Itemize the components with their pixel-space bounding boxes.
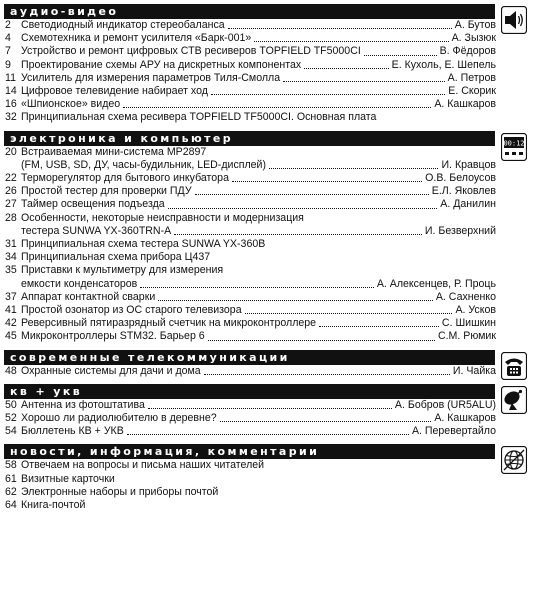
entry-body: [21, 146, 496, 172]
entry-line: [21, 185, 496, 198]
page-number: 64: [5, 499, 17, 512]
entry-body: [21, 185, 496, 198]
entry-line: [21, 59, 496, 72]
page-number: 31: [5, 238, 17, 251]
page-number: 14: [5, 85, 17, 98]
page-number: 28: [5, 211, 17, 224]
toc-entry: [4, 499, 496, 512]
entry-body: [21, 98, 496, 111]
dot-leader: [220, 421, 432, 422]
page-number: 20: [5, 145, 17, 158]
toc-entry: [4, 198, 496, 211]
section-title: новости, информация, комментарии: [10, 445, 320, 459]
entry-line: [21, 19, 496, 32]
page-number: 50: [5, 398, 17, 411]
dot-leader: [269, 168, 438, 169]
dot-leader: [174, 234, 422, 235]
clock-readout: 00:12: [503, 139, 525, 148]
entry-line: [21, 32, 496, 45]
page-number: 32: [5, 111, 17, 124]
entry-body: [21, 365, 496, 378]
toc-entry: [4, 486, 496, 499]
toc-entry: [4, 85, 496, 98]
toc-entry: [4, 304, 496, 317]
page-number: 48: [5, 364, 17, 377]
dot-leader: [195, 194, 429, 195]
article-title: Визитные карточки: [21, 472, 115, 485]
entry-line: [21, 425, 496, 438]
section-news: [4, 444, 529, 512]
entry-body: [21, 19, 496, 32]
article-author: А. Кашкаров: [434, 98, 496, 111]
article-title: Аппарат контактной сварки: [21, 290, 156, 303]
dot-leader: [208, 340, 435, 341]
dot-leader: [232, 181, 422, 182]
section-title: аудио-видео: [10, 5, 119, 18]
entry-line: [21, 264, 496, 277]
entry-body: [21, 291, 496, 304]
entry-body: [21, 459, 496, 472]
entry-line: [21, 172, 496, 185]
entry-line: [21, 473, 496, 486]
section-title: кв + укв: [10, 384, 83, 398]
article-author: А. Алексенцев, Р. Проць: [376, 277, 496, 290]
toc-entry: [4, 111, 496, 124]
article-author: А. Кашкаров: [434, 412, 496, 425]
article-title: Схемотехника и ремонт усилителя «Барк-001»: [21, 32, 252, 45]
entry-body: [21, 59, 496, 72]
entry-body: [21, 473, 496, 486]
article-title: Принципиальная схема ресивера TOPFIELD TF5000CI. Основная плата: [21, 111, 377, 124]
entry-body: [21, 304, 496, 317]
toc-entry: [4, 412, 496, 425]
entry-body: [21, 264, 496, 290]
entry-body: [21, 111, 496, 124]
article-title: Микроконтроллеры STM32. Барьер 6: [21, 330, 205, 343]
section-header: [4, 384, 495, 399]
digital-clock-icon: [500, 133, 528, 161]
article-title: Светодиодный индикатор стереобаланса: [21, 19, 225, 31]
entry-line: [21, 225, 496, 238]
entry-line: [21, 146, 496, 159]
entry-body: [21, 317, 496, 330]
section-header: [4, 350, 495, 365]
article-author: А. Зызюк: [451, 32, 496, 45]
toc-entry: [4, 473, 496, 486]
article-title: Электронные наборы и приборы почтой: [21, 485, 219, 498]
article-title: Усилитель для измерения параметров Тиля-Смолла: [21, 71, 281, 84]
entry-line: [21, 278, 496, 291]
entry-line: [21, 85, 496, 98]
article-title: Встраиваемая мини-система MP2897: [21, 145, 207, 158]
article-author: А. Бутов: [454, 19, 496, 31]
entry-body: [21, 172, 496, 185]
entry-body: [21, 238, 496, 251]
page-number: 9: [5, 58, 11, 71]
entry-body: [21, 198, 496, 211]
page-number: 54: [5, 425, 17, 438]
page-number: 7: [5, 45, 11, 58]
dot-leader: [123, 107, 431, 108]
dot-leader: [254, 41, 448, 42]
entry-line: [21, 72, 496, 85]
toc-entry: [4, 238, 496, 251]
article-author: А. Бобров (UR5ALU): [394, 398, 496, 411]
toc-entry: [4, 291, 496, 304]
page-number: 2: [5, 19, 11, 31]
dot-leader: [168, 208, 438, 209]
entry-body: [21, 412, 496, 425]
article-title: Особенности, некоторые неисправности и модернизация: [21, 211, 304, 224]
article-author: О.В. Белоусов: [425, 172, 496, 185]
dot-leader: [211, 94, 445, 95]
toc-entry: [4, 72, 496, 85]
entry-line: [21, 45, 496, 58]
entry-line: [21, 98, 496, 111]
article-title: Терморегулятор для бытового инкубатора: [21, 172, 229, 185]
article-author: И. Чайка: [452, 364, 496, 377]
article-title: Хорошо ли радиолюбителю в деревне?: [21, 412, 217, 425]
article-title: Проектирование схемы АРУ на дискретных компонентах: [21, 58, 302, 71]
page-number: 52: [5, 412, 17, 425]
page-number: 62: [5, 485, 17, 498]
dot-leader: [127, 434, 409, 435]
article-title: Устройство и ремонт цифровых СТВ ресиверов TOPFIELD TF5000CI: [21, 45, 361, 58]
entry-line: [21, 159, 496, 172]
entry-line: [21, 330, 496, 343]
toc-entry: [4, 459, 496, 472]
toc-entry: [4, 59, 496, 72]
article-title: Реверсивный пятиразрядный счетчик на микроконтроллере: [21, 317, 317, 330]
entry-line: [21, 238, 496, 251]
telephone-icon: [500, 352, 528, 380]
section-header: [4, 444, 495, 459]
article-title: Охранные системы для дачи и дома: [21, 364, 201, 377]
globe-icon: [500, 446, 528, 474]
page-number: 61: [5, 472, 17, 485]
article-author: А. Петров: [447, 71, 496, 84]
toc-entry: [4, 317, 496, 330]
article-title: Бюллетень КВ + УКВ: [21, 425, 124, 438]
entry-line: [21, 304, 496, 317]
page-number: 22: [5, 172, 17, 185]
article-title: «Шпионское» видео: [21, 98, 121, 111]
toc-entry: [4, 251, 496, 264]
section-title: электроника и компьютер: [10, 131, 234, 145]
toc-entry: [4, 330, 496, 343]
article-title: Цифровое телевидение набирает ход: [21, 85, 208, 98]
entry-body: [21, 499, 496, 512]
article-author: С.М. Рюмик: [437, 330, 496, 343]
entry-body: [21, 425, 496, 438]
section-title: современные телекоммуникации: [10, 350, 290, 364]
page-number: 42: [5, 317, 17, 330]
dot-leader: [228, 28, 452, 29]
entry-line: [21, 459, 496, 472]
entry-line: [21, 317, 496, 330]
entry-line: [21, 412, 496, 425]
article-title: тестера SUNWA YX-360TRN-A: [21, 224, 172, 237]
table-of-contents: [0, 4, 535, 604]
dot-leader: [148, 408, 392, 409]
article-author: А. Усков: [455, 304, 496, 317]
toc-entry: [4, 19, 496, 32]
entry-line: [21, 251, 496, 264]
article-title: Приставки к мультиметру для измерения: [21, 264, 224, 277]
article-title: (FM, USB, SD, ДУ, часы-будильник, LED-дисплей): [21, 158, 266, 171]
article-author: А. Перевертайло: [411, 425, 496, 438]
section-header: [4, 131, 495, 146]
dot-leader: [283, 81, 444, 82]
page-number: 16: [5, 98, 17, 111]
article-title: Принципиальная схема прибора Ц437: [21, 251, 211, 264]
toc-entry: [4, 365, 496, 378]
toc-entry: [4, 32, 496, 45]
article-title: Простой тестер для проверки ПДУ: [21, 185, 192, 198]
dot-leader: [204, 374, 450, 375]
page-number: 27: [5, 198, 17, 211]
article-author: В. Фёдоров: [439, 45, 496, 58]
dot-leader: [140, 287, 374, 288]
toc-entry: [4, 185, 496, 198]
article-author: И. Безверхний: [424, 224, 496, 237]
toc-entry: [4, 146, 496, 172]
entry-body: [21, 330, 496, 343]
entry-line: [21, 499, 496, 512]
article-title: Отвечаем на вопросы и письма наших читателей: [21, 459, 265, 472]
dot-leader: [304, 68, 388, 69]
article-title: Таймер освещения подъезда: [21, 198, 165, 211]
entry-line: [21, 365, 496, 378]
article-author: А. Данилин: [440, 198, 496, 211]
toc-entry: [4, 425, 496, 438]
speaker-icon: [500, 6, 528, 34]
page-number: 37: [5, 290, 17, 303]
article-author: Е.Л. Яковлев: [431, 185, 496, 198]
toc-entry: [4, 264, 496, 290]
page-number: 45: [5, 330, 17, 343]
entry-line: [21, 212, 496, 225]
article-author: Е. Кухоль, Е. Шепель: [391, 58, 496, 71]
section-header: [4, 4, 495, 19]
section-hf-vhf: [4, 384, 529, 439]
page-number: 58: [5, 459, 17, 472]
entry-line: [21, 198, 496, 211]
dot-leader: [364, 55, 437, 56]
section-audio-video: [4, 4, 529, 125]
toc-entry: [4, 45, 496, 58]
dot-leader: [158, 300, 433, 301]
article-title: Принципиальная схема тестера SUNWA YX-360B: [21, 238, 266, 251]
dot-leader: [319, 326, 439, 327]
page-number: 4: [5, 32, 11, 45]
entry-body: [21, 85, 496, 98]
article-title: Антенна из фотоштатива: [21, 398, 145, 411]
page-number: 11: [5, 71, 16, 84]
toc-entry: [4, 98, 496, 111]
article-author: Е. Скорик: [448, 85, 496, 98]
page-number: 26: [5, 185, 17, 198]
article-title: емкости конденсаторов: [21, 277, 138, 290]
entry-body: [21, 399, 496, 412]
section-electronics-computer: [4, 131, 529, 344]
entry-body: [21, 212, 496, 238]
entry-body: [21, 251, 496, 264]
article-author: А. Сахненко: [435, 290, 496, 303]
entry-line: [21, 486, 496, 499]
entry-line: [21, 291, 496, 304]
article-author: И. Кравцов: [441, 158, 496, 171]
satellite-dish-icon: [500, 386, 528, 414]
article-title: Книга-почтой: [21, 499, 86, 512]
section-telecom: [4, 350, 529, 378]
entry-body: [21, 72, 496, 85]
entry-line: [21, 399, 496, 412]
toc-entry: [4, 399, 496, 412]
toc-entry: [4, 172, 496, 185]
entry-body: [21, 32, 496, 45]
page-number: 41: [5, 304, 17, 317]
article-title: Простой озонатор из ОС старого телевизора: [21, 304, 242, 317]
dot-leader: [245, 313, 453, 314]
entry-body: [21, 486, 496, 499]
entry-line: [21, 111, 496, 124]
article-author: С. Шишкин: [441, 317, 496, 330]
toc-entry: [4, 212, 496, 238]
page-number: 34: [5, 251, 17, 264]
entry-body: [21, 45, 496, 58]
page-number: 35: [5, 264, 17, 277]
